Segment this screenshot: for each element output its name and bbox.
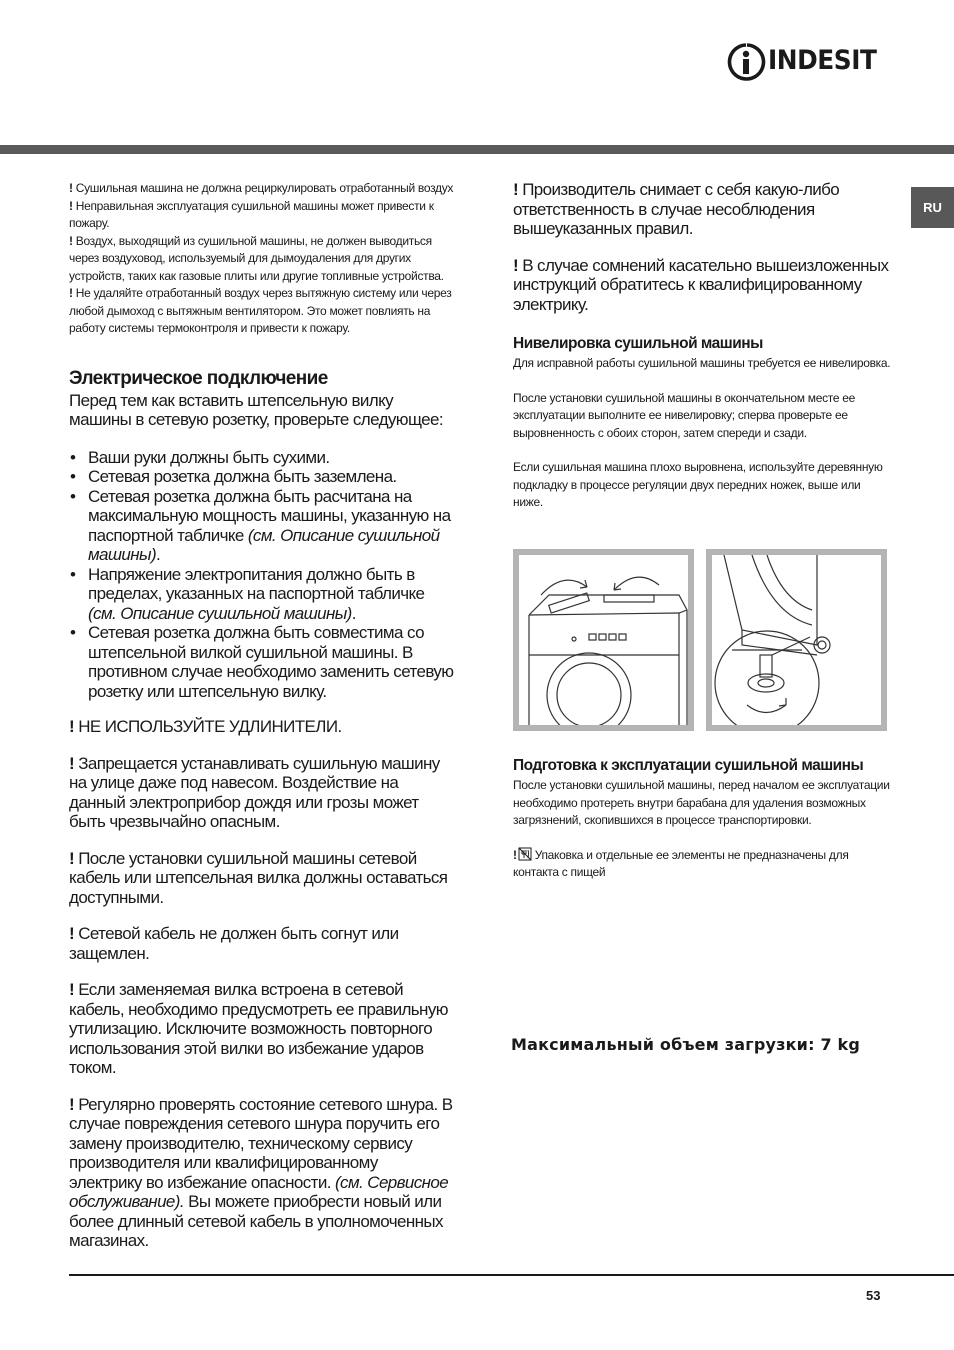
list-item: • Сетевая розетка должна быть заземлена.: [69, 467, 454, 487]
warning-2: ! Неправильная эксплуатация сушильной машины может привести к пожару.: [69, 198, 434, 230]
warning-1: ! Сушильная машина не должна рециркулировать отработанный воздух: [69, 181, 454, 195]
left-column: [69, 180, 454, 1251]
leveling-p1: Для исправной работы сушильной машины требуется ее нивелировка.: [513, 356, 891, 370]
electrical-intro: Перед тем как вставить штепсельную вилку машины в сетевую розетку, проверьте следующее:: [69, 390, 443, 429]
list-item: • Ваши руки должны быть сухими.: [69, 448, 454, 468]
footer-divider: [69, 1274, 954, 1276]
right-column: [513, 180, 893, 512]
electrical-title: Электрическое подключение: [69, 367, 328, 389]
leveling-title: Нивелировка сушильной машины: [513, 335, 763, 352]
prep-food-warning: ! Упаковка и отдельные ее элементы не предназначены для контакта с пищей: [513, 847, 849, 879]
leveling-foot-illustration: [712, 555, 881, 725]
list-item: • Сетевая розетка должна быть совместима со штепсельной вилкой сушильной машины. В противном случае необходимо заменить сетевую розетку или штепсельную вилку.: [69, 623, 454, 701]
warning-doubt: ! В случае сомнений касательно вышеизложенных инструкций обратитесь к квалифицированному электрику.: [513, 255, 889, 314]
list-item: • Напряжение электропитания должно быть в пределах, указанных на паспортной табличке (см. Описание сушильной машины).: [69, 565, 454, 624]
warning-plug-disposal: ! Если заменяемая вилка встроена в сетевой кабель, необходимо предусмотреть ее правильную утилизацию. Исключите возможность повторного использования этой вилки во избежание ударов током.: [69, 980, 448, 1077]
warning-no-extension: ! НЕ ИСПОЛЬЗУЙТЕ УДЛИНИТЕЛИ.: [69, 717, 342, 736]
logo-i-icon: [726, 42, 766, 82]
figure-dryer-leveling-foot: [706, 549, 887, 731]
dryer-top-illustration: [519, 555, 688, 725]
figure-dryer-leveling-top: [513, 549, 694, 731]
max-load-label: Максимальный объем загрузки: 7 kg: [511, 1035, 861, 1054]
warning-4: ! Не удаляйте отработанный воздух через вытяжную систему или через любой дымоход с вытяжным вентилятором. Это может повлиять на работу системы термоконтроля и привести к пожару.: [69, 286, 452, 335]
list-item: • Сетевая розетка должна быть расчитана на максимальную мощность машины, указанную на паспортной табличке (см. Описание сушильной машины).: [69, 487, 454, 565]
warning-3: ! Воздух, выходящий из сушильной машины, не должен выводиться через воздуховод, используемый для дымоудаления для других устройств, таких как газовые плиты или другие топливные устройства.: [69, 233, 444, 283]
warning-liability: ! Производитель снимает с себя какую-либо ответственность в случае несоблюдения вышеуказанных правил.: [513, 180, 840, 238]
indesit-logo: [726, 42, 888, 82]
warning-cable-access: ! После установки сушильной машины сетевой кабель или штепсельная вилка должны оставаться доступными.: [69, 848, 448, 907]
not-food-contact-icon: [518, 847, 532, 861]
prep-section: [513, 754, 893, 882]
prep-title: Подготовка к эксплуатации сушильной машины: [513, 757, 864, 774]
warning-cord-check: ! Регулярно проверять состояние сетевого шнура. В случае повреждения сетевого шнура поручить его замену производителю, техническому сервису производителя или квалифицированному электрику во избежание опасности. (см. Сервисное обслуживание). Вы можете приобрести новый или более длинный сетевой кабель в уполномоченных магазинах.: [69, 1094, 453, 1250]
brand-name: INDESIT: [768, 45, 877, 76]
leveling-p2: После установки сушильной машины в окончательном месте ее эксплуатации выполните ее нивелировку; сперва проверьте ее выровненность с обоих сторон, затем спереди и сзади.: [513, 390, 855, 440]
checklist: [69, 448, 454, 702]
page-number: 53: [866, 1288, 881, 1303]
leveling-p3: Если сушильная машина плохо выровнена, используйте деревянную подкладку в процессе регуляции двух передних ножек, выше или ниже.: [513, 460, 883, 509]
warning-cable-bend: ! Сетевой кабель не должен быть согнут или защемлен.: [69, 924, 399, 963]
header-divider: [0, 145, 954, 154]
warning-outdoor: ! Запрещается устанавливать сушильную машину на улице даже под навесом. Воздействие на данный электроприбор дождя или грозы может быть чрезвычайно опасным.: [69, 753, 440, 831]
prep-p1: После установки сушильной машины, перед началом ее эксплуатации необходимо протереть внутри барабана для удаления возможных загрязнений, скопившихся в процессе транспортировки.: [513, 778, 890, 827]
language-tab: RU: [911, 187, 954, 228]
